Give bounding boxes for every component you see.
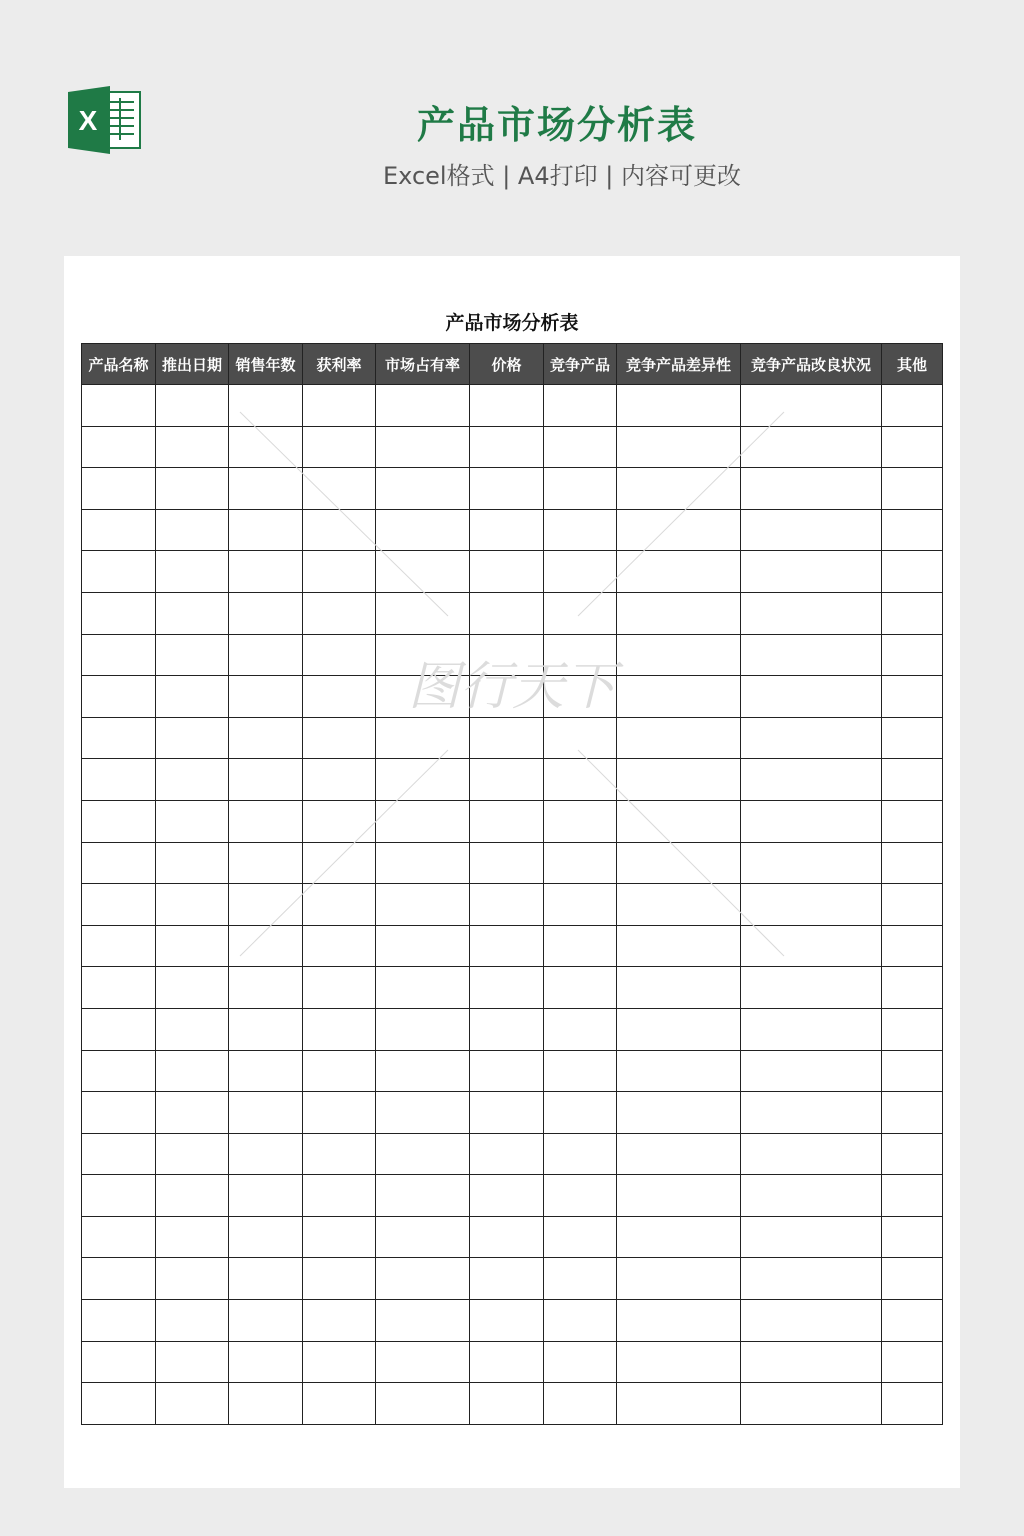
table-cell[interactable] <box>741 468 882 510</box>
table-cell[interactable] <box>156 385 229 427</box>
table-cell[interactable] <box>470 884 544 926</box>
table-cell[interactable] <box>617 551 741 593</box>
table-cell[interactable] <box>303 676 376 718</box>
table-cell[interactable] <box>617 884 741 926</box>
table-cell[interactable] <box>544 1133 617 1175</box>
table-cell[interactable] <box>156 967 229 1009</box>
table-cell[interactable] <box>303 426 376 468</box>
table-cell[interactable] <box>229 1050 303 1092</box>
table-cell[interactable] <box>741 1300 882 1342</box>
table-cell[interactable] <box>882 717 943 759</box>
table-cell[interactable] <box>156 800 229 842</box>
table-cell[interactable] <box>303 967 376 1009</box>
table-cell[interactable] <box>82 1258 156 1300</box>
table-cell[interactable] <box>303 842 376 884</box>
logo-letter: X <box>78 105 98 136</box>
table-cell[interactable] <box>470 385 544 427</box>
table-row <box>82 1216 943 1258</box>
table-cell[interactable] <box>470 1258 544 1300</box>
table-cell[interactable] <box>82 842 156 884</box>
table-cell[interactable] <box>544 509 617 551</box>
table-cell[interactable] <box>229 592 303 634</box>
table-cell[interactable] <box>470 1050 544 1092</box>
table-cell[interactable] <box>376 1133 470 1175</box>
table-cell[interactable] <box>229 634 303 676</box>
table-cell[interactable] <box>156 1008 229 1050</box>
table-cell[interactable] <box>617 676 741 718</box>
table-cell[interactable] <box>617 925 741 967</box>
watermark-text: 图行天下 <box>407 657 617 717</box>
table-cell[interactable] <box>470 551 544 593</box>
table-cell[interactable] <box>470 1341 544 1383</box>
table-cell[interactable] <box>82 1008 156 1050</box>
table-row <box>82 1092 943 1134</box>
table-cell[interactable] <box>82 385 156 427</box>
table-cell[interactable] <box>470 1092 544 1134</box>
table-cell[interactable] <box>741 1008 882 1050</box>
table-cell[interactable] <box>82 468 156 510</box>
table-cell[interactable] <box>303 1133 376 1175</box>
table-row <box>82 1008 943 1050</box>
table-cell[interactable] <box>470 1300 544 1342</box>
table-cell[interactable] <box>470 1216 544 1258</box>
table-cell[interactable] <box>229 551 303 593</box>
table-cell[interactable] <box>882 551 943 593</box>
table-header-row <box>82 344 943 385</box>
column-header: 获利率 <box>303 344 376 385</box>
table-cell[interactable] <box>156 1175 229 1217</box>
table-cell[interactable] <box>303 1341 376 1383</box>
table-row <box>82 1175 943 1217</box>
table-cell[interactable] <box>741 1383 882 1425</box>
table-cell[interactable] <box>229 1008 303 1050</box>
table-cell[interactable] <box>376 1008 470 1050</box>
table-row <box>82 551 943 593</box>
table-cell[interactable] <box>470 967 544 1009</box>
table-cell[interactable] <box>741 842 882 884</box>
sheet-title: 产品市场分析表 <box>445 312 579 334</box>
table-cell[interactable] <box>470 592 544 634</box>
table-row <box>82 426 943 468</box>
table-cell[interactable] <box>376 1175 470 1217</box>
table-cell[interactable] <box>544 385 617 427</box>
table-row <box>82 967 943 1009</box>
table-cell[interactable] <box>229 884 303 926</box>
table-cell[interactable] <box>741 1050 882 1092</box>
table-cell[interactable] <box>617 468 741 510</box>
table-row <box>82 1300 943 1342</box>
table-cell[interactable] <box>156 842 229 884</box>
table-cell[interactable] <box>156 592 229 634</box>
table-cell[interactable] <box>303 884 376 926</box>
table-cell[interactable] <box>741 1175 882 1217</box>
table-cell[interactable] <box>82 551 156 593</box>
table-row <box>82 468 943 510</box>
table-cell[interactable] <box>229 468 303 510</box>
column-header: 竞争产品改良状况 <box>741 344 882 385</box>
table-cell[interactable] <box>229 509 303 551</box>
table-cell[interactable] <box>376 592 470 634</box>
table-cell[interactable] <box>156 634 229 676</box>
table-cell[interactable] <box>303 1050 376 1092</box>
table-cell[interactable] <box>303 925 376 967</box>
column-header: 其他 <box>882 344 943 385</box>
table-cell[interactable] <box>617 717 741 759</box>
table-row <box>82 1133 943 1175</box>
table-row <box>82 1050 943 1092</box>
table-cell[interactable] <box>882 426 943 468</box>
table-cell[interactable] <box>882 1258 943 1300</box>
table-cell[interactable] <box>156 509 229 551</box>
table-cell[interactable] <box>617 426 741 468</box>
table-cell[interactable] <box>82 1133 156 1175</box>
table-cell[interactable] <box>156 717 229 759</box>
column-header: 竞争产品差异性 <box>617 344 741 385</box>
table-cell[interactable] <box>882 967 943 1009</box>
table-cell[interactable] <box>617 842 741 884</box>
table-cell[interactable] <box>470 925 544 967</box>
table-cell[interactable] <box>303 1300 376 1342</box>
table-cell[interactable] <box>544 1216 617 1258</box>
table-cell[interactable] <box>156 468 229 510</box>
table-cell[interactable] <box>376 1216 470 1258</box>
table-cell[interactable] <box>617 1133 741 1175</box>
table-cell[interactable] <box>470 800 544 842</box>
table-cell[interactable] <box>376 468 470 510</box>
table-cell[interactable] <box>82 925 156 967</box>
table-cell[interactable] <box>741 717 882 759</box>
table-cell[interactable] <box>229 1341 303 1383</box>
table-cell[interactable] <box>229 800 303 842</box>
table-cell[interactable] <box>229 1383 303 1425</box>
table-cell[interactable] <box>882 385 943 427</box>
table-cell[interactable] <box>470 842 544 884</box>
table-cell[interactable] <box>303 759 376 801</box>
table-cell[interactable] <box>741 800 882 842</box>
table-cell[interactable] <box>229 1092 303 1134</box>
table-row <box>82 842 943 884</box>
column-header: 价格 <box>470 344 544 385</box>
table-cell[interactable] <box>741 551 882 593</box>
table-cell[interactable] <box>229 1175 303 1217</box>
analysis-table <box>81 343 943 1425</box>
table-cell[interactable] <box>882 1092 943 1134</box>
table-cell[interactable] <box>544 1092 617 1134</box>
table-cell[interactable] <box>156 1300 229 1342</box>
table-cell[interactable] <box>156 1092 229 1134</box>
table-cell[interactable] <box>617 1175 741 1217</box>
table-cell[interactable] <box>882 1133 943 1175</box>
table-cell[interactable] <box>82 1092 156 1134</box>
table-row <box>82 385 943 427</box>
table-row <box>82 925 943 967</box>
table-cell[interactable] <box>544 634 617 676</box>
table-cell[interactable] <box>82 1050 156 1092</box>
table-cell[interactable] <box>544 884 617 926</box>
table-cell[interactable] <box>229 1133 303 1175</box>
table-cell[interactable] <box>544 717 617 759</box>
table-cell[interactable] <box>82 759 156 801</box>
table-cell[interactable] <box>303 800 376 842</box>
table-cell[interactable] <box>544 1008 617 1050</box>
table-cell[interactable] <box>376 551 470 593</box>
table-cell[interactable] <box>303 592 376 634</box>
table-cell[interactable] <box>156 1258 229 1300</box>
page-subtitle: Excel格式 | A4打印 | 内容可更改 <box>383 162 741 190</box>
table-cell[interactable] <box>82 509 156 551</box>
table-cell[interactable] <box>617 1300 741 1342</box>
table-row <box>82 676 943 718</box>
table-cell[interactable] <box>470 1133 544 1175</box>
table-cell[interactable] <box>544 1383 617 1425</box>
table-cell[interactable] <box>82 634 156 676</box>
table-cell[interactable] <box>882 509 943 551</box>
table-cell[interactable] <box>156 884 229 926</box>
table-cell[interactable] <box>229 759 303 801</box>
table-cell[interactable] <box>376 1092 470 1134</box>
table-row <box>82 1258 943 1300</box>
table-cell[interactable] <box>544 1050 617 1092</box>
table-cell[interactable] <box>156 1050 229 1092</box>
table-cell[interactable] <box>544 1300 617 1342</box>
column-header: 销售年数 <box>229 344 303 385</box>
table-cell[interactable] <box>156 1341 229 1383</box>
table-cell[interactable] <box>544 468 617 510</box>
table-cell[interactable] <box>303 1008 376 1050</box>
table-cell[interactable] <box>882 1175 943 1217</box>
table-cell[interactable] <box>617 592 741 634</box>
table-cell[interactable] <box>376 634 470 676</box>
table-row <box>82 1383 943 1425</box>
table-cell[interactable] <box>470 426 544 468</box>
table-cell[interactable] <box>741 1216 882 1258</box>
table-cell[interactable] <box>741 925 882 967</box>
table-cell[interactable] <box>882 468 943 510</box>
table-cell[interactable] <box>882 1341 943 1383</box>
table-cell[interactable] <box>470 634 544 676</box>
table-cell[interactable] <box>882 1216 943 1258</box>
table-cell[interactable] <box>82 676 156 718</box>
table-cell[interactable] <box>617 509 741 551</box>
table-cell[interactable] <box>544 551 617 593</box>
table-cell[interactable] <box>82 1341 156 1383</box>
table-cell[interactable] <box>82 426 156 468</box>
table-cell[interactable] <box>303 1175 376 1217</box>
table-cell[interactable] <box>82 967 156 1009</box>
table-row <box>82 759 943 801</box>
table-cell[interactable] <box>470 1383 544 1425</box>
table-cell[interactable] <box>617 385 741 427</box>
table-cell[interactable] <box>544 426 617 468</box>
table-cell[interactable] <box>303 634 376 676</box>
table-cell[interactable] <box>376 1050 470 1092</box>
table-cell[interactable] <box>882 1300 943 1342</box>
page-title: 产品市场分析表 <box>416 103 697 147</box>
table-cell[interactable] <box>544 1341 617 1383</box>
table-row <box>82 884 943 926</box>
column-header: 市场占有率 <box>376 344 470 385</box>
table-cell[interactable] <box>544 842 617 884</box>
table-cell[interactable] <box>617 1216 741 1258</box>
table-cell[interactable] <box>882 1008 943 1050</box>
table-cell[interactable] <box>376 509 470 551</box>
table-cell[interactable] <box>229 717 303 759</box>
table-cell[interactable] <box>229 925 303 967</box>
table-cell[interactable] <box>229 1258 303 1300</box>
table-cell[interactable] <box>376 925 470 967</box>
table-cell[interactable] <box>741 1092 882 1134</box>
table-cell[interactable] <box>617 800 741 842</box>
table-cell[interactable] <box>544 1258 617 1300</box>
table-body <box>82 385 943 1425</box>
table-cell[interactable] <box>303 1258 376 1300</box>
table-cell[interactable] <box>82 1300 156 1342</box>
table-cell[interactable] <box>882 759 943 801</box>
table-row <box>82 717 943 759</box>
table-row <box>82 634 943 676</box>
table-cell[interactable] <box>741 759 882 801</box>
table-cell[interactable] <box>882 634 943 676</box>
table-cell[interactable] <box>229 426 303 468</box>
table-cell[interactable] <box>229 967 303 1009</box>
table-cell[interactable] <box>156 759 229 801</box>
column-header: 推出日期 <box>156 344 229 385</box>
table-cell[interactable] <box>882 676 943 718</box>
table-cell[interactable] <box>156 1133 229 1175</box>
table-cell[interactable] <box>617 634 741 676</box>
table-cell[interactable] <box>882 592 943 634</box>
table-cell[interactable] <box>741 1133 882 1175</box>
table-cell[interactable] <box>229 385 303 427</box>
table-cell[interactable] <box>303 1216 376 1258</box>
table-cell[interactable] <box>376 676 470 718</box>
table-cell[interactable] <box>882 1383 943 1425</box>
table-cell[interactable] <box>303 551 376 593</box>
table-cell[interactable] <box>303 468 376 510</box>
table-cell[interactable] <box>376 426 470 468</box>
table-cell[interactable] <box>741 967 882 1009</box>
table-cell[interactable] <box>229 1300 303 1342</box>
table-cell[interactable] <box>741 426 882 468</box>
table-cell[interactable] <box>544 925 617 967</box>
spreadsheet-page <box>64 256 960 1488</box>
table-cell[interactable] <box>156 426 229 468</box>
table-cell[interactable] <box>882 1050 943 1092</box>
table-cell[interactable] <box>376 1258 470 1300</box>
table-cell[interactable] <box>470 759 544 801</box>
table-cell[interactable] <box>617 1008 741 1050</box>
table-cell[interactable] <box>741 1341 882 1383</box>
table-cell[interactable] <box>544 759 617 801</box>
table-row <box>82 1341 943 1383</box>
table-cell[interactable] <box>544 592 617 634</box>
table-cell[interactable] <box>882 800 943 842</box>
table-cell[interactable] <box>741 884 882 926</box>
table-cell[interactable] <box>156 551 229 593</box>
table-cell[interactable] <box>376 842 470 884</box>
table-cell[interactable] <box>470 717 544 759</box>
column-header: 竞争产品 <box>544 344 617 385</box>
table-cell[interactable] <box>882 884 943 926</box>
table-cell[interactable] <box>82 1216 156 1258</box>
table-cell[interactable] <box>544 1175 617 1217</box>
table-cell[interactable] <box>376 884 470 926</box>
table-cell[interactable] <box>82 717 156 759</box>
table-cell[interactable] <box>470 1175 544 1217</box>
table-cell[interactable] <box>470 468 544 510</box>
table-cell[interactable] <box>156 1216 229 1258</box>
table-cell[interactable] <box>470 509 544 551</box>
table-cell[interactable] <box>376 1341 470 1383</box>
table-cell[interactable] <box>303 1383 376 1425</box>
table-cell[interactable] <box>156 1383 229 1425</box>
table-cell[interactable] <box>544 676 617 718</box>
table-cell[interactable] <box>617 1050 741 1092</box>
table-cell[interactable] <box>82 884 156 926</box>
table-cell[interactable] <box>882 842 943 884</box>
table-cell[interactable] <box>741 385 882 427</box>
table-row <box>82 592 943 634</box>
table-cell[interactable] <box>741 592 882 634</box>
column-header: 产品名称 <box>82 344 156 385</box>
table-cell[interactable] <box>376 967 470 1009</box>
table-cell[interactable] <box>741 676 882 718</box>
table-cell[interactable] <box>376 800 470 842</box>
table-cell[interactable] <box>303 385 376 427</box>
table-cell[interactable] <box>82 800 156 842</box>
table-cell[interactable] <box>82 1383 156 1425</box>
table-row <box>82 800 943 842</box>
table-cell[interactable] <box>229 676 303 718</box>
table-row <box>82 509 943 551</box>
table-cell[interactable] <box>229 842 303 884</box>
table-cell[interactable] <box>741 634 882 676</box>
table-cell[interactable] <box>617 759 741 801</box>
table-cell[interactable] <box>376 1300 470 1342</box>
table-cell[interactable] <box>303 1092 376 1134</box>
table-cell[interactable] <box>303 509 376 551</box>
table-cell[interactable] <box>229 1216 303 1258</box>
table-cell[interactable] <box>617 1258 741 1300</box>
table-cell[interactable] <box>376 717 470 759</box>
table-cell[interactable] <box>617 1092 741 1134</box>
table-cell[interactable] <box>741 509 882 551</box>
table-cell[interactable] <box>544 800 617 842</box>
table-cell[interactable] <box>303 717 376 759</box>
table-cell[interactable] <box>617 1383 741 1425</box>
table-cell[interactable] <box>882 925 943 967</box>
table-cell[interactable] <box>544 967 617 1009</box>
table-cell[interactable] <box>82 1175 156 1217</box>
table-cell[interactable] <box>376 1383 470 1425</box>
table-cell[interactable] <box>376 759 470 801</box>
table-cell[interactable] <box>156 925 229 967</box>
table-cell[interactable] <box>741 1258 882 1300</box>
table-cell[interactable] <box>82 592 156 634</box>
table-cell[interactable] <box>156 676 229 718</box>
table-cell[interactable] <box>470 676 544 718</box>
table-cell[interactable] <box>617 967 741 1009</box>
table-cell[interactable] <box>470 1008 544 1050</box>
table-cell[interactable] <box>617 1341 741 1383</box>
table-cell[interactable] <box>376 385 470 427</box>
